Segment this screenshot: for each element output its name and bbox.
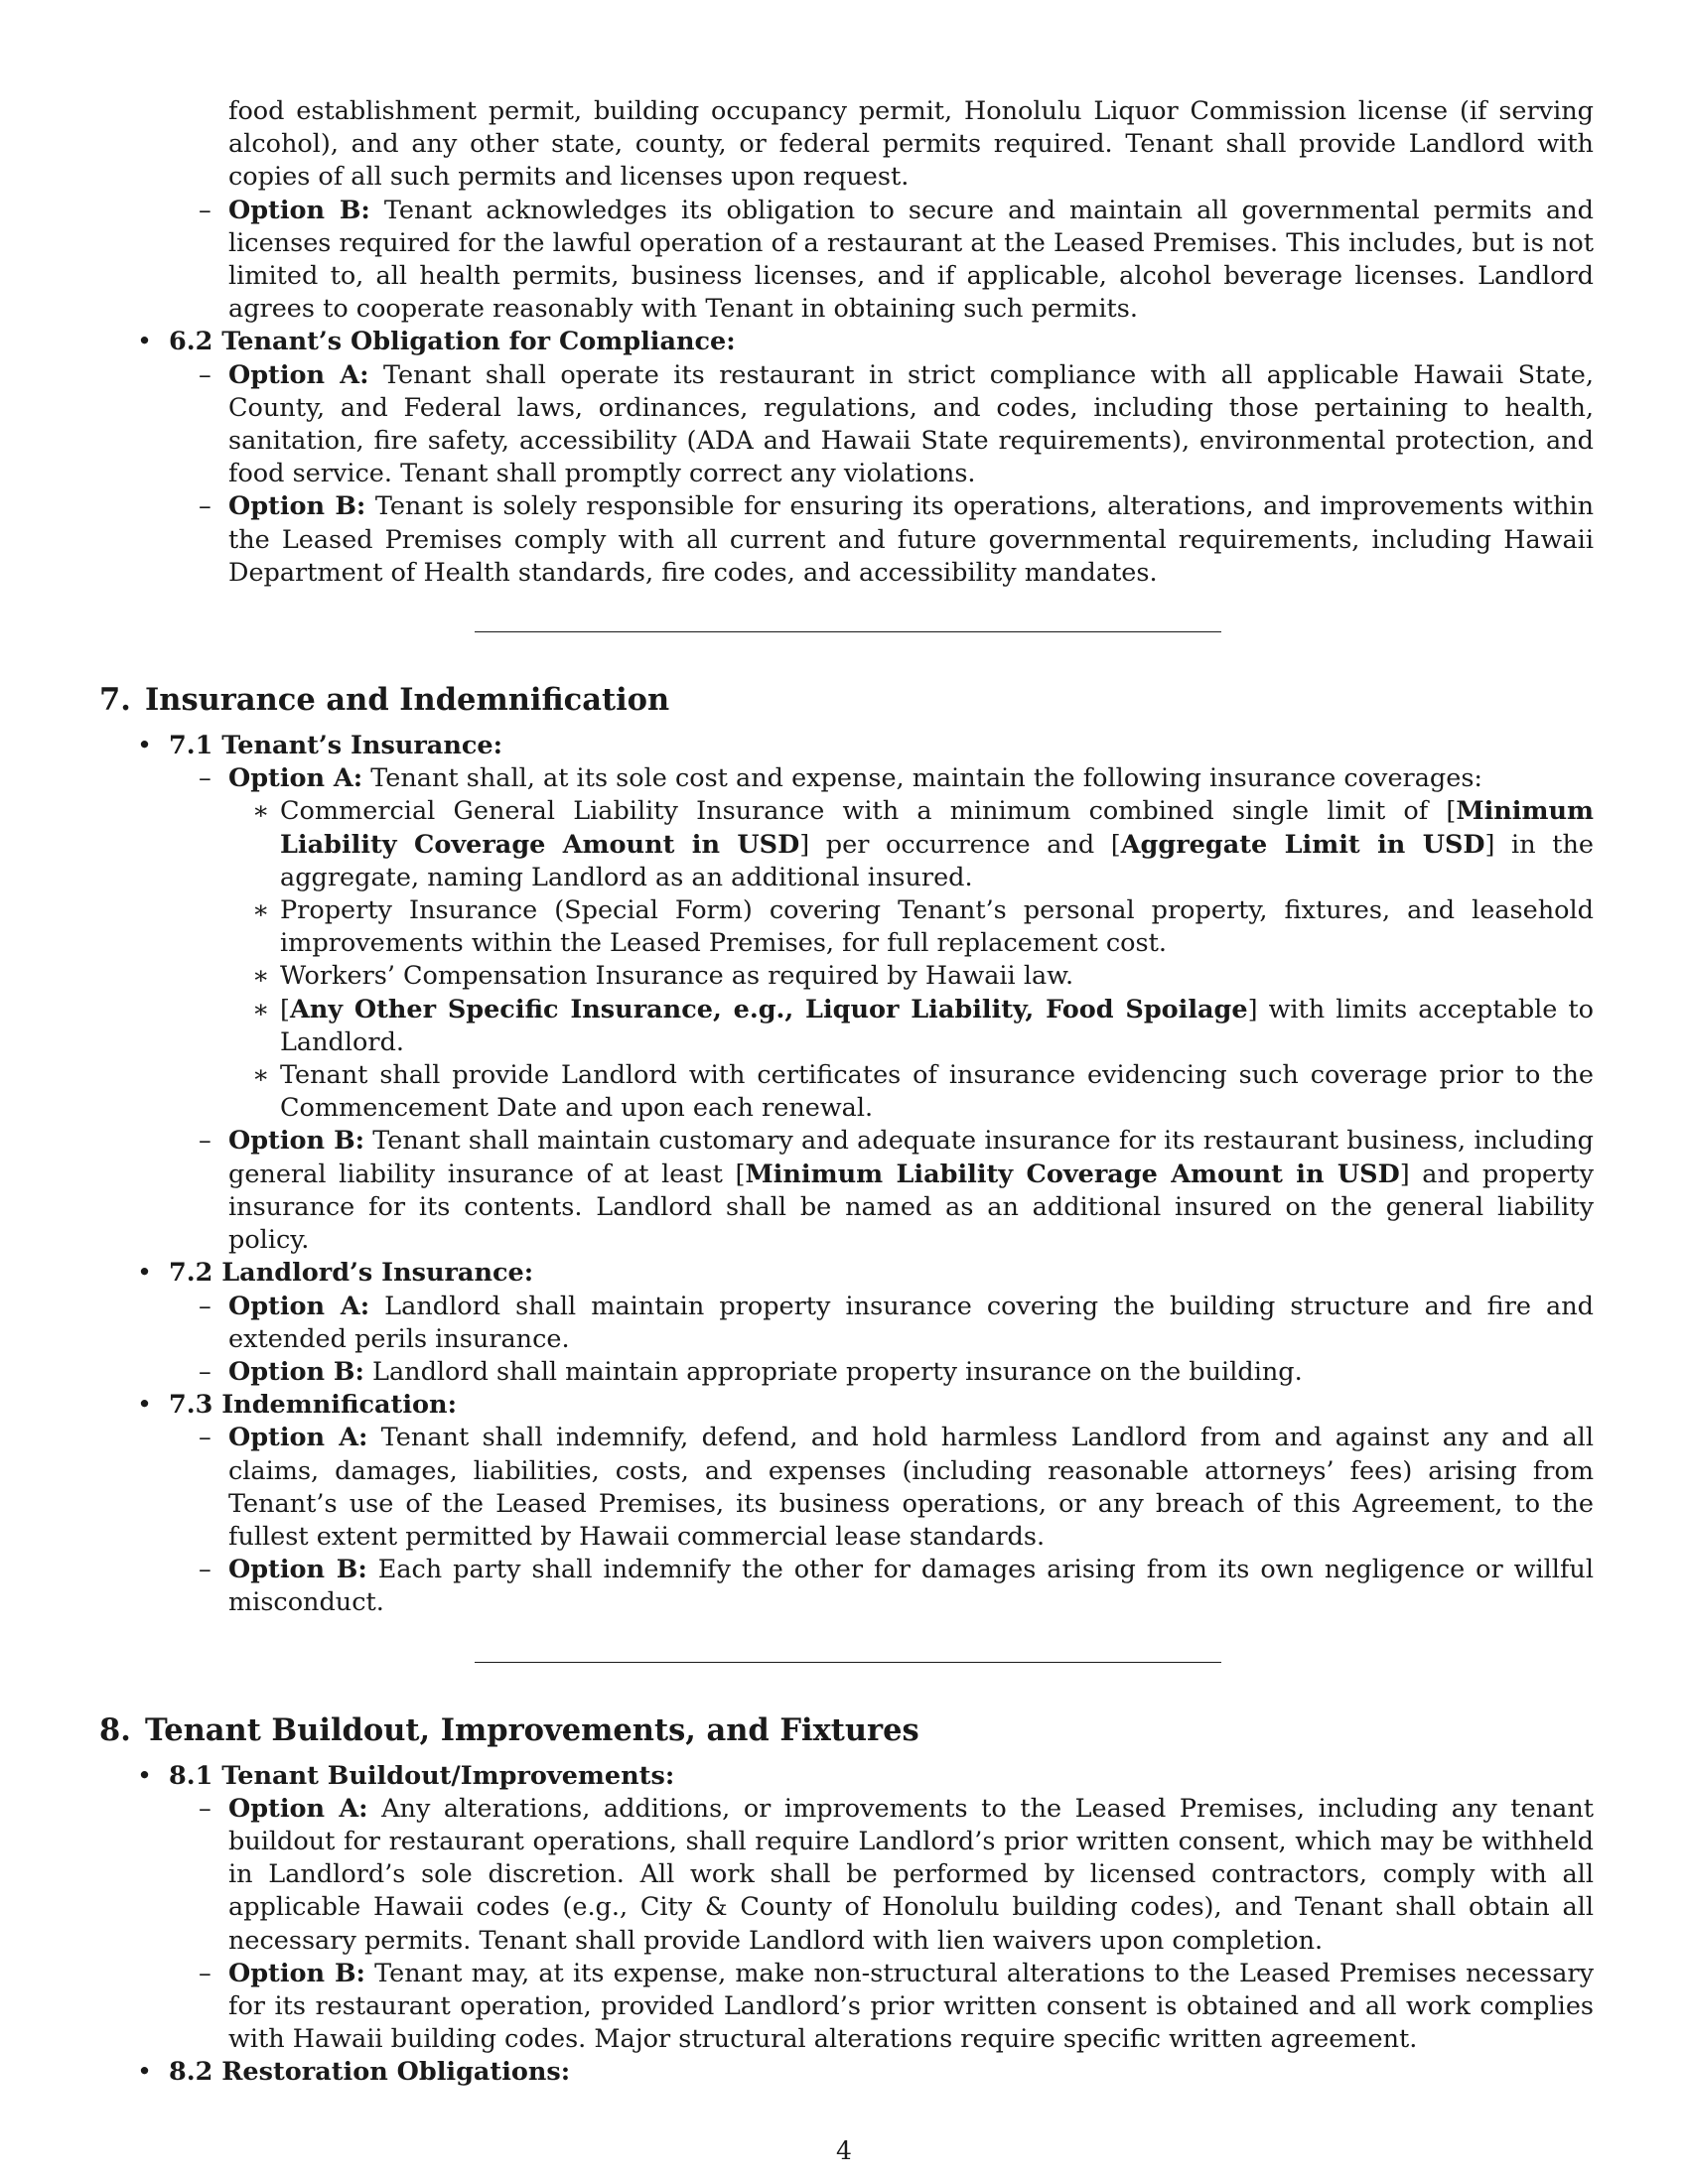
option-7-1-a (228, 762, 1594, 795)
option-text: Tenant shall operate its restaurant in strict compliance with all applicable Hawaii State, County, and Federal laws, ordinances, regulations, and codes, including those pertaining to health, sanitation, fire safety, accessibility (ADA and Hawaii State requirements), environmental protection, and food service. Tenant shall promptly correct any violations. (228, 359, 1594, 489)
subsection-title-text: 6.2 Tenant’s Obligation for Compliance: (169, 327, 736, 357)
insurance-item-general-liability (280, 795, 1594, 894)
option-text: ] and property insurance for its contents. Landlord shall be named as an additional insured on the general liability policy. (228, 1159, 1594, 1256)
insurance-item-other (280, 994, 1594, 1059)
option-7-3-a (228, 1422, 1594, 1554)
item-text: ] in the aggregate, naming Landlord as an additional insured. (280, 829, 1595, 892)
placeholder-text: Any Other Specific Insurance, e.g., Liquor Liability, Food Spoilage (289, 994, 1248, 1024)
subsection-7-2-title (169, 1257, 1594, 1290)
option-text: Landlord shall maintain appropriate property insurance on the building. (363, 1356, 1303, 1387)
option-6-2-b (228, 490, 1594, 590)
subsection-7-3-title (169, 1389, 1594, 1422)
subsection-8-2-title (169, 2056, 1594, 2089)
subsection-title-text: 7.2 Landlord’s Insurance: (169, 1258, 534, 1289)
section-divider (475, 1662, 1221, 1663)
option-text: Tenant is solely responsible for ensuring its operations, alterations, and improvements within the Leased Premises comply with all current and future governmental requirements, including Hawaii Department of Health standards, fire codes, and accessibility mandates. (228, 491, 1595, 588)
option-label: Option B: (228, 1356, 364, 1387)
option-label: Option B: (228, 491, 366, 522)
option-7-3-b (228, 1554, 1594, 1619)
option-text: Each party shall indemnify the other for damages arising from its own negligence or willful misconduct. (228, 1555, 1594, 1618)
section-title: Insurance and Indemnification (145, 682, 670, 719)
option-label: Option A: (228, 359, 369, 390)
option-7-2-a (228, 1291, 1594, 1356)
item-text: Commercial General Liability Insurance with a minimum combined single limit of [ (280, 796, 1457, 827)
option-text: Landlord shall maintain property insurance covering the building structure and fire and extended perils insurance. (228, 1291, 1594, 1354)
option-label: Option A: (228, 1793, 368, 1824)
subsection-6-2-title (169, 326, 1594, 358)
item-text: ] per occurrence and [ (799, 829, 1121, 860)
subsection-title-text: 8.2 Restoration Obligations: (169, 2057, 571, 2088)
subsection-8-1-title (169, 1760, 1594, 1793)
placeholder-text: Aggregate Limit in USD (1120, 829, 1485, 860)
option-7-1-b (228, 1125, 1594, 1257)
option-text: Any alterations, additions, or improvements to the Leased Premises, including any tenant buildout for restaurant operations, shall require Landlord’s prior written consent, which may be withheld in Landlord’s sole discretion. All work shall be performed by licensed contractors, comply with all applicable Hawaii codes (e.g., City & County of Honolulu building codes), and Tenant shall obtain all necessary permits. Tenant shall provide Landlord with lien waivers upon completion. (228, 1793, 1594, 1956)
section-divider (475, 631, 1221, 632)
option-label: Option A: (228, 763, 363, 794)
option-7-2-b (228, 1356, 1594, 1389)
option-label: Option A: (228, 1291, 370, 1321)
section-7-heading (99, 680, 1594, 720)
insurance-item-workers-comp: ∗ Workers’ Compensation Insurance as required by Hawaii law. (280, 960, 1594, 993)
option-label: Option B: (228, 1958, 365, 1988)
option-label: Option B: (228, 1555, 367, 1585)
option-text: Tenant may, at its expense, make non-structural alterations to the Leased Premises necessary for its restaurant operation, provided Landlord’s prior written consent is obtained and all work complies with Hawaii building codes. Major structural alterations require specific written agreement. (228, 1958, 1594, 2055)
placeholder-text: Minimum Liability Coverage Amount in USD (745, 1159, 1400, 1189)
option-text: Tenant shall maintain customary and adequate insurance for its restaurant business, including general liability insurance of at least [ (228, 1126, 1594, 1189)
option-text: Tenant shall indemnify, defend, and hold harmless Landlord from and against any and all claims, damages, liabilities, costs, and expenses (including reasonable attorneys’ fees) arising from Tenant’s use of the Leased Premises, its business operations, or any breach of this Agreement, to the fullest extent permitted by Hawaii commercial lease standards. (228, 1423, 1594, 1552)
subsection-title-text: 8.1 Tenant Buildout/Improvements: (169, 1760, 675, 1791)
placeholder-text: Minimum Liability Coverage Amount in USD (280, 796, 1594, 860)
subsection-title-text: 7.3 Indemnification: (169, 1390, 457, 1421)
subsection-7-1-title (169, 730, 1594, 762)
insurance-item-property: ∗ Property Insurance (Special Form) covering Tenant’s personal property, fixtures, and leasehold improvements within the Leased Premises, for full replacement cost. (280, 894, 1594, 960)
section-number: 7. (99, 682, 131, 719)
page-number: 4 (836, 2136, 852, 2165)
option-label: Option B: (228, 1126, 365, 1157)
page-content (99, 95, 1594, 2090)
option-6-2-a (228, 359, 1594, 491)
option-text: Tenant shall, at its sole cost and expense, maintain the following insurance coverages: (362, 763, 1483, 794)
option-8-1-a (228, 1793, 1594, 1958)
option-6-1-b (228, 195, 1594, 327)
paragraph-permits-continued: food establishment permit, building occupancy permit, Honolulu Liquor Commission license (if serving alcohol), and any other state, county, or federal permits required. Tenant shall provide Landlord with copies of all such permits and licenses upon request. (228, 96, 1594, 193)
option-text: Tenant acknowledges its obligation to secure and maintain all governmental permits and licenses required for the lawful operation of a restaurant at the Leased Premises. This includes, but is not limited to, all health permits, business licenses, and if applicable, alcohol beverage licenses. Landlord agrees to cooperate reasonably with Tenant in obtaining such permits. (228, 195, 1595, 325)
section-number: 8. (99, 1711, 131, 1748)
insurance-item-certificates: ∗ Tenant shall provide Landlord with certificates of insurance evidencing such coverage prior to the Commencement Date and upon each renewal. (280, 1059, 1594, 1125)
item-text: [ (280, 994, 290, 1024)
option-8-1-b (228, 1958, 1594, 2057)
item-text: ] with limits acceptable to Landlord. (280, 994, 1594, 1057)
subsection-title-text: 7.1 Tenant’s Insurance: (169, 731, 503, 761)
section-8-heading (99, 1710, 1594, 1750)
option-label: Option B: (228, 195, 370, 225)
section-title: Tenant Buildout, Improvements, and Fixtures (145, 1711, 919, 1748)
option-label: Option A: (228, 1423, 368, 1453)
